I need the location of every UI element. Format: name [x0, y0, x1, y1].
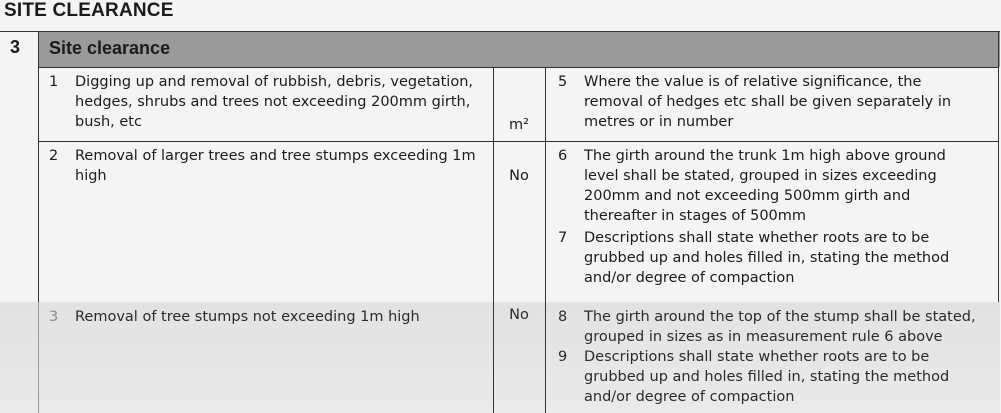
rule-text: Where the value is of relative significance, the removal of hedges etc shall be given separately in metres or in number [584, 74, 952, 130]
section-number: 3 [10, 37, 21, 57]
item-unit: m² [509, 117, 529, 133]
table-title: Site clearance [49, 38, 171, 58]
rule-number: 8 [558, 309, 568, 325]
rule-text: The girth around the trunk 1m high above ground level shall be stated, grouped in sizes exceeding 200mm and not exceeding 500mm girth and thereafter in stages of 500mm [584, 148, 946, 224]
item-description: Removal of larger trees and tree stumps exceeding 1m high [75, 148, 476, 184]
item-description: Removal of tree stumps not exceeding 1m high [75, 309, 420, 325]
rule-number: 5 [558, 74, 568, 90]
rule-number: 9 [558, 349, 568, 365]
rule-text: Descriptions shall state whether roots are to be grubbed up and holes filled in, stating the method and/or degree of compaction [584, 349, 950, 405]
rule-text: Descriptions shall state whether roots are to be grubbed up and holes filled in, stating the method and/or degree of compaction [584, 230, 950, 286]
item-description: Digging up and removal of rubbish, debris, vegetation, hedges, shrubs and trees not exceeding 200mm girth, bush, etc [75, 74, 473, 130]
site-clearance-table [0, 31, 1000, 303]
table-continuation [0, 302, 1000, 413]
item-number: 1 [49, 74, 59, 90]
rule-number: 7 [558, 230, 568, 246]
rule-text: The girth around the top of the stump shall be stated, grouped in sizes as in measurement rule 6 above [584, 309, 976, 345]
section-heading: SITE CLEARANCE [4, 0, 174, 21]
item-unit: No [509, 307, 529, 323]
item-number: 3 [49, 309, 59, 325]
table-header-bar [39, 32, 1000, 67]
rule-number: 6 [558, 148, 568, 164]
item-number: 2 [49, 148, 59, 164]
item-unit: No [509, 168, 529, 184]
